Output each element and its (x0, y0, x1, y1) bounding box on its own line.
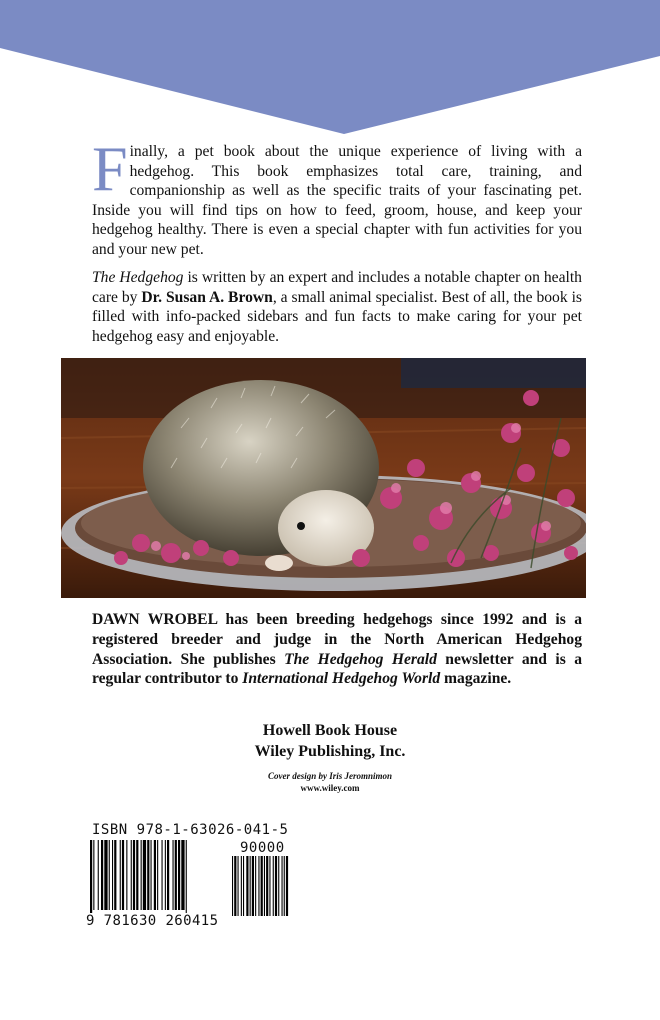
drop-cap: F (92, 133, 128, 204)
publisher-name: Wiley Publishing, Inc. (254, 743, 406, 760)
isbn-text: ISBN 978-1-63026-041-5 (92, 822, 289, 838)
publisher-imprint: Howell Book House (262, 722, 398, 739)
author-bio-part1: DAWN WROBEL has been breeding hedgehogs since 1992 and is a registered breeder and judge in the North American Hedgehog Association. She publishes (92, 611, 582, 668)
price-addon-code: 90000 (240, 840, 285, 856)
publisher-url: www.wiley.com (300, 783, 360, 793)
author-bio-part3: magazine. (440, 670, 512, 688)
hedgehog-photo (61, 358, 586, 598)
magazine-title: International Hedgehog World (242, 670, 441, 688)
blurb-p2-end: , a small animal specialist. Best of all, the book is filled with info-packed sidebars and fun facts to make caring for your pet hedgehog easy and enjoyable. (92, 288, 582, 345)
contributor-name: Dr. Susan A. Brown (141, 288, 273, 306)
cover-banner (0, 0, 660, 140)
blurb-p2-mid: is written by an expert and includes a notable chapter on health care by (92, 269, 582, 306)
barcode-digits: 9 781630 260415 (86, 913, 219, 929)
author-bio (92, 610, 582, 689)
newsletter-title: The Hedgehog Herald (284, 650, 437, 668)
publisher-block (0, 720, 660, 762)
blurb-paragraph-2 (92, 268, 582, 346)
credits-block (0, 770, 660, 794)
author-bio-part2: newsletter and is a regular contributor to (92, 650, 583, 688)
book-title: The Hedgehog (92, 269, 184, 286)
cover-design-credit: Cover design by Iris Jeromnimon (267, 771, 392, 781)
blurb-p1-text: inally, a pet book about the unique experience of living with a hedgehog. This book emphasizes total care, training, and companionship as well as the specific traits of your fascinating pet. Inside you will find tips on how to feed, groom, house, and keep your hedgehog healthy. There is even a special chapter with fun activities for you and your new pet. (92, 143, 582, 258)
blurb-paragraph-1 (92, 133, 582, 260)
